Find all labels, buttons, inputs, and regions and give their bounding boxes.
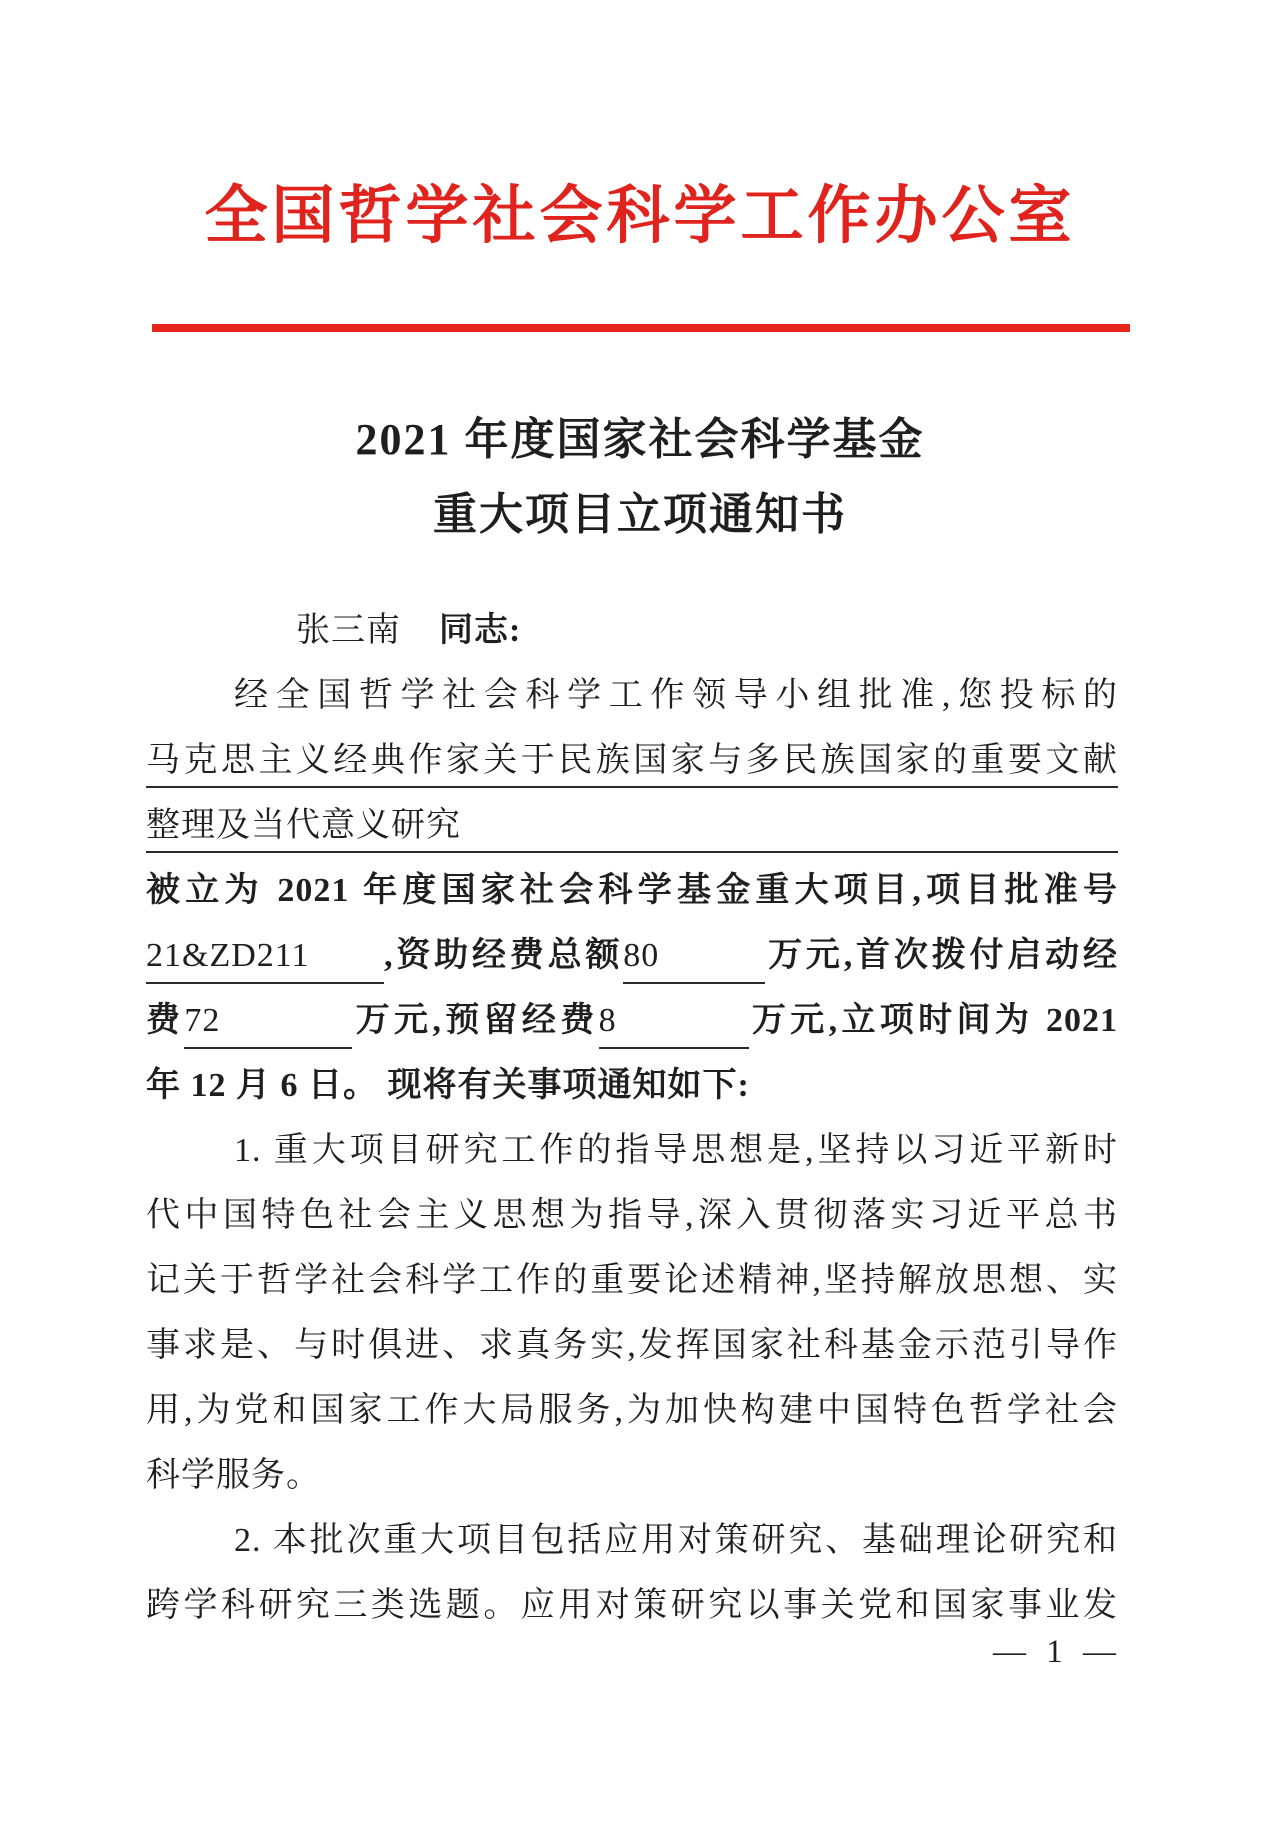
letterhead-divider — [152, 324, 1130, 332]
project-title-line-1: 马克思主义经典作家关于民族国家与多民族国家的重要文献 — [146, 728, 1118, 793]
addressee-suffix: 同志: — [439, 612, 522, 649]
letterhead-org-title: 全国哲学社会科学工作办公室 — [204, 181, 1076, 251]
page-number: — 1 — — [993, 1634, 1122, 1670]
addressee-name: 张三南 — [296, 612, 401, 649]
para1-line-4: 事求是、与时俱进、求真务实,发挥国家社科基金示范引导作 — [146, 1327, 1118, 1364]
salutation — [146, 598, 1118, 663]
letter-body — [146, 598, 1118, 1638]
after-reserved-text: 万元,立项时间为 2021 — [748, 1002, 1119, 1039]
para1-line-5: 用,为党和国家工作大局服务,为加快构建中国特色哲学社会 — [146, 1392, 1118, 1429]
para2-line-2: 跨学科研究三类选题。应用对策研究以事关党和国家事业发 — [146, 1587, 1118, 1624]
para1-line-3: 记关于哲学社会科学工作的重要论述精神,坚持解放思想、实 — [146, 1262, 1118, 1299]
para1-line-2: 代中国特色社会主义思想为指导,深入贯彻落实习近平总书 — [146, 1197, 1118, 1234]
approved-line: 被立为 2021 年度国家社会科学基金重大项目,项目批准号 — [146, 872, 1118, 909]
date-line: 年 12 月 6 日。 现将有关事项通知如下: — [146, 1067, 750, 1104]
project-title-line-2: 整理及当代意义研究 — [146, 793, 1118, 858]
after-total-text: 万元,首次拨付启动经 — [765, 937, 1119, 974]
reserved-funding-blank: 8 — [599, 997, 749, 1049]
document-title-line-1: 2021 年度国家社会科学基金 — [355, 415, 925, 464]
total-funding-blank: 80 — [623, 932, 765, 984]
after-initial-text: 万元,预留经费 — [352, 1002, 599, 1039]
initial-funding-blank: 72 — [184, 997, 352, 1049]
document-title-line-2: 重大项目立项通知书 — [433, 490, 847, 539]
after-approval-number-text: ,资助经费总额 — [384, 937, 624, 974]
intro-line: 经全国哲学社会科学工作领导小组批准,您投标的 — [234, 677, 1118, 714]
fee-prefix-text: 费 — [146, 1002, 185, 1039]
funding-line-1 — [146, 923, 1118, 988]
funding-line-2 — [146, 988, 1118, 1053]
para1-line-1: 1. 重大项目研究工作的指导思想是,坚持以习近平新时 — [234, 1132, 1118, 1169]
document-title — [0, 402, 1280, 552]
para1-line-6: 科学服务。 — [146, 1457, 321, 1494]
approval-number-blank: 21&ZD211 — [146, 932, 384, 984]
para2-line-1: 2. 本批次重大项目包括应用对策研究、基础理论研究和 — [234, 1522, 1118, 1559]
